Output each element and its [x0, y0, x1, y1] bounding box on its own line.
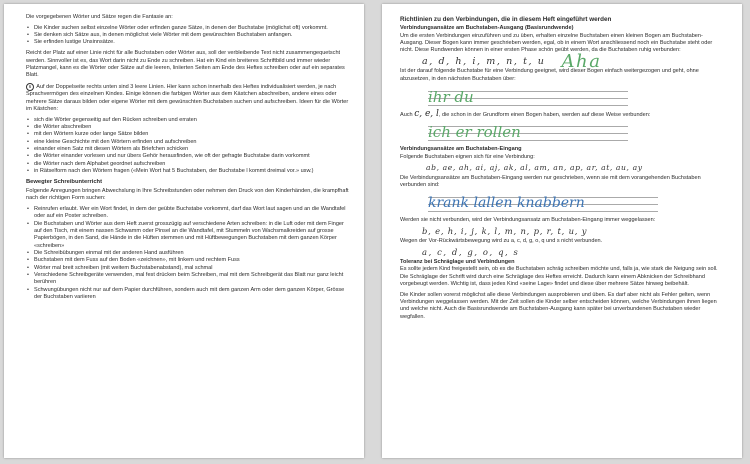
list-item: • Sie denken sich Sätze aus, in denen möglichst viele Wörter mit dem gewünschten Buchstaben anfangen. — [34, 32, 350, 39]
paragraph: Wegen der Vor-Rückwärtsbewegung wird zu a, c, d, g, o, q und s nicht verbunden. — [400, 237, 603, 244]
list-item: • eine kleine Geschichte mit den Wörtern erfinden und aufschreiben — [34, 139, 350, 146]
paragraph: Folgende Anregungen bringen Abwechslung in Ihre Schreibstunden oder nehmen den Druck von den Kinderhänden, die krampfhaft nach der richtigen Form suchen: — [26, 187, 349, 202]
list-item: • Buchstaben mit dem Fuss auf den Boden «zeichnen», mit linkem und rechtem Fuss — [34, 257, 350, 264]
letter-row-unconnected: b, e, h, i, j, k, l, m, n, p, r, t, u, y — [422, 225, 588, 236]
letters-exit: a, d, h, i, m, n, t, u — [422, 56, 546, 68]
list-item: • Schwungübungen nicht nur auf dem Papier durchführen, sondern auch mit dem ganzen Arm oder dem ganzen Körper, Grösse der Buchstaben variieren — [34, 287, 350, 302]
letter-row-no-connect: a, c, d, g, o, q, s — [422, 246, 520, 257]
list-item: • Wörter mal breit schreiben (mit weitem Buchstabenabstand), mal schmal — [34, 265, 350, 272]
list-item: • die Wörter nach dem Alphabet geordnet aufschreiben — [34, 161, 350, 168]
sample-word-aha: Aha — [561, 51, 602, 73]
list-item: • mit den Wörtern kurze oder lange Sätze bilden — [34, 131, 350, 138]
list-item: • in Rätselform nach den Wörtern fragen («Mein Wort hat 5 Buchstaben, der Buchstabe l kommt dreimal vor.» usw.) — [34, 168, 350, 175]
text-fragment: , die schon in der Grundform einen Bogen haben, werden auf diese Weise verbunden: — [438, 111, 651, 118]
paragraph: Folgende Buchstaben eignen sich für eine Verbindung: — [400, 153, 535, 160]
idea-list-2 — [26, 117, 350, 176]
paragraph: Ist der darauf folgende Buchstabe für eine Verbindung geeignet, wird dieser Bogen einfach weitergezogen und geht, ohne abzusetzen, in den nächsten Buchstaben über: — [400, 68, 699, 82]
sample-word-krank: krank lallen knabbern — [428, 194, 585, 211]
paragraph: Die Kinder sollen vorerst möglichst alle diese Verbindungen ausprobieren und üben. Es darf aber nicht als Fehler gelten, wenn Verbindungen weggelassen werden. Mit der Zeit sollen die Kinder selber entscheiden können, welche Verbindungen ihnen liegen und welche nicht. Auch die Basisrundwende am Buchstaben-Ausgang kann später bei unverbundenen Buchstaben wieder wegfallen. — [400, 291, 717, 320]
text-fragment: Auch — [400, 111, 413, 118]
right-page — [382, 4, 742, 458]
list-item: • Sie erfinden lustige Unsinnsätze. — [34, 39, 350, 46]
sample-word-ihr-du: ihr du — [428, 87, 474, 106]
paragraph: Werden sie nicht verbunden, wird der Verbindungsansatz am Buchstaben-Eingang immer weggelassen: — [400, 216, 656, 223]
list-item: • Die Schreibübungen einmal mit der anderen Hand ausführen — [34, 250, 350, 257]
writing-line — [428, 122, 628, 142]
intro-text: Die vorgegebenen Wörter und Sätze regen die Fantasie an: — [26, 14, 173, 20]
sample-word-ich-er-rollen: ich er rollen — [428, 123, 521, 142]
writing-line — [428, 87, 628, 107]
page-title: Richtlinien zu den Verbindungen, die in diesem Heft eingeführt werden — [400, 16, 612, 23]
list-item: • die Wörter einander vorlesen und nur übers Gehör herausfinden, wie oft der gefragte Buchstabe darin vorkommt — [34, 153, 350, 160]
list-item: • Reinrufen erlaubt. Wer ein Wort findet, in dem der geübte Buchstabe vorkommt, darf das Wort laut sagen und an die Wandtafel oder auf ein Poster schreiben. — [34, 206, 350, 221]
writing-line — [428, 193, 658, 213]
list-item: • Die Buchstaben und Wörter aus dem Heft zuerst grosszügig auf verschiedene Arten schreiben: in die Luft oder mit dem Finger auf den Tisch, mit einem nassen Schwamm oder Pinsel an die Wandtafel, mit Stummeln von Wachsmalkreiden auf grosse Papierbögen, in den Sand, die Hände in die Hüften stemmen und mit Hüftbewegungen Buchstaben mit dem ganzen Körper «schreiben» — [34, 221, 350, 250]
list-item: • einander einen Satz mit diesen Wörtern als Briefchen schicken — [34, 146, 350, 153]
list-item: • Die Kinder suchen selbst einzelne Wörter oder erfinden ganze Sätze, in denen der Buchstabe (möglichst oft) vorkommt. — [34, 25, 350, 32]
letters-cel: c, e, l — [414, 108, 439, 119]
section-heading: Bewegter Schreibunterricht — [26, 179, 103, 186]
paragraph-numbered — [26, 83, 350, 113]
subheading: Verbindungsansätze am Buchstaben-Ausgang (Basisrundwende) — [400, 25, 574, 32]
letter-row-entry: ab, ae, ah, ai, aj, ak, al, am, an, ap, ar, at, au, ay — [426, 163, 643, 173]
left-page — [4, 4, 364, 458]
paragraph: Es sollte jedem Kind freigestellt sein, ob es die Buchstaben schräg schreiben möchte und, falls ja, wie stark die Neigung sein soll. Die Schräglage der Schrift wird durch eine Schräglage des Heftes erreicht. Dadurch kann einem Abknicken der Schreibhand vorgebeugt werden. Wichtig ist, dass jedes Kind «seine Lage» findet und diese über mehrere Sätze hinweg beibehält. — [400, 266, 718, 287]
subheading: Verbindungsansätze am Buchstaben-Eingang — [400, 146, 522, 153]
idea-list-1 — [26, 25, 350, 47]
paragraph: Die Verbindungsansätze am Buchstaben-Eingang werden nur geschrieben, wenn sie mit dem vorangehenden Buchstaben verbunden sind: — [400, 174, 701, 189]
letter-row-exit — [422, 51, 726, 73]
list-item: • die Wörter abschreiben — [34, 124, 350, 131]
idea-list-3 — [26, 206, 350, 301]
paragraph-text: Auf der Doppelseite rechts unten sind 3 leere Linien. Hier kann schon innerhalb des Heftes individualisiert werden, je nach Sprachvermögen des einzelnen Kindes. Einige können die farbigen Wörter aus dem Kästchen abschreiben, andere eines oder mehrere Sätze daraus bilden oder eigene Wörter mit dem gewünschten Buchstaben suchen und aufschreiben. Ideen für die Wörter im Kästchen: — [26, 83, 349, 112]
list-item: • Verschiedene Schreibgeräte verwenden, mal fest drücken beim Schreiben, mal mit dem Schreibgerät das Blatt nur ganz leicht berühren — [34, 272, 350, 287]
paragraph: Reicht der Platz auf einer Linie nicht für alle Buchstaben oder Wörter aus, soll der verbleibende Text nicht zusammengequetscht werden. Sinnvoller ist es, das Wort darin nicht zu Ende zu schreiben. Hat ein Kind ein breiteres Schriftbild und immer wieder Platzmangel, kann es die Wörter oder Sätze auf die leeren, liniierten Seiten am Ende des Heftes schreiben oder auf ein separates Blatt. — [26, 50, 345, 79]
paragraph: Um die ersten Verbindungen einzuführen und zu üben, erhalten einzelne Buchstaben einen kleinen Bogen am Buchstaben-Ausgang. Dieser Bogen kann immer geschrieben werden, egal, ob in einem Wort anschliessend noch ein Buchstabe steht oder nicht. Diese Rundwenden können in einer ersten Phase schön geübt werden, da die Buchstaben ruhig verbunden: — [400, 32, 713, 54]
subheading: Toleranz bei Schräglage und Verbindungen — [400, 258, 515, 265]
number-badge: 6 — [26, 83, 34, 91]
list-item: • sich die Wörter gegenseitig auf den Rücken schreiben und erraten — [34, 117, 350, 124]
paragraph — [400, 108, 726, 119]
